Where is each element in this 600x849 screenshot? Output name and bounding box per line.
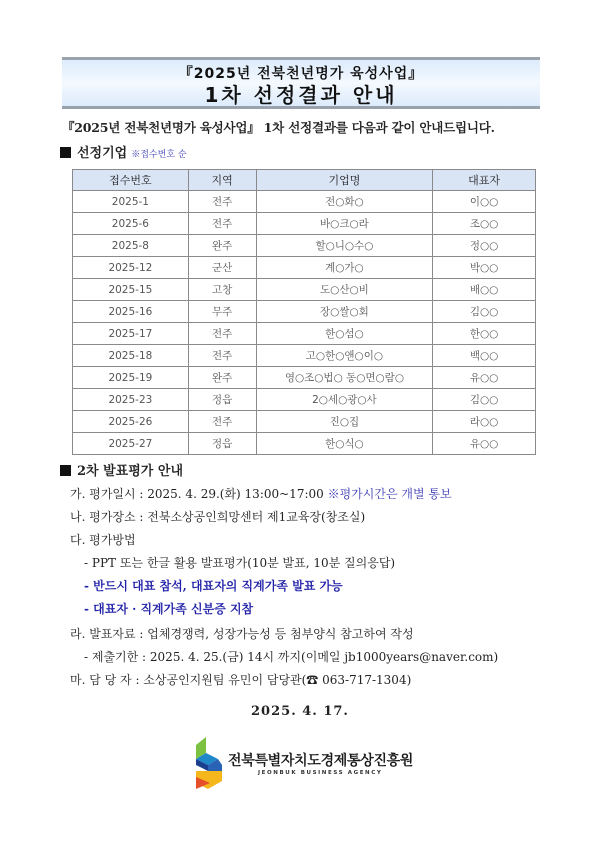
eval-date bbox=[70, 485, 452, 502]
title-line-2: 1차 선정결과 안내 bbox=[204, 83, 398, 107]
cell-ceo: 김○○ bbox=[433, 301, 536, 323]
cell-receipt-no: 2025-23 bbox=[73, 389, 189, 411]
cell-receipt-no: 2025-18 bbox=[73, 345, 189, 367]
cell-region: 전주 bbox=[188, 213, 256, 235]
title-band bbox=[62, 57, 540, 109]
agency-logo-mark-icon bbox=[196, 737, 222, 789]
eval-contact: 마. 담 당 자 : 소상공인지원팀 유민이 담당관(☎ 063-717-1304) bbox=[70, 673, 412, 687]
cell-ceo: 박○○ bbox=[433, 257, 536, 279]
cell-receipt-no: 2025-19 bbox=[73, 367, 189, 389]
cell-region: 전주 bbox=[188, 191, 256, 213]
eval-date-text: 가. 평가일시 : 2025. 4. 29.(화) 13:00~17:00 bbox=[70, 487, 324, 501]
table-row bbox=[73, 257, 536, 279]
cell-receipt-no: 2025-17 bbox=[73, 323, 189, 345]
cell-region: 전주 bbox=[188, 411, 256, 433]
eval-material: 라. 발표자료 : 업체경쟁력, 성장가능성 등 첨부양식 참고하여 작성 bbox=[70, 627, 414, 641]
cell-ceo: 백○○ bbox=[433, 345, 536, 367]
square-bullet-icon bbox=[60, 465, 71, 476]
section-title: 선정기업 bbox=[77, 146, 128, 161]
cell-receipt-no: 2025-8 bbox=[73, 235, 189, 257]
eval-method: 다. 평가방법 bbox=[70, 533, 136, 547]
section-heading-selected bbox=[60, 142, 187, 161]
eval-date-note: ※평가시간은 개별 통보 bbox=[327, 487, 452, 501]
cell-receipt-no: 2025-12 bbox=[73, 257, 189, 279]
cell-region: 전주 bbox=[188, 345, 256, 367]
agency-name-en: JEONBUK BUSINESS AGENCY bbox=[258, 770, 383, 776]
cell-company: 진○집 bbox=[256, 411, 433, 433]
table-row bbox=[73, 323, 536, 345]
cell-ceo: 유○○ bbox=[433, 433, 536, 455]
table-row bbox=[73, 191, 536, 213]
cell-ceo: 배○○ bbox=[433, 279, 536, 301]
cell-company: 전○화○ bbox=[256, 191, 433, 213]
eval-method-3: - 대표자 · 직계가족 신분증 지참 bbox=[84, 602, 254, 616]
cell-company: 2○세○광○사 bbox=[256, 389, 433, 411]
header-ceo: 대표자 bbox=[433, 170, 536, 191]
header-company: 기업명 bbox=[256, 170, 433, 191]
issue-date: 2025. 4. 17. bbox=[251, 704, 349, 719]
cell-ceo: 이○○ bbox=[433, 191, 536, 213]
cell-company: 계○가○ bbox=[256, 257, 433, 279]
table-row bbox=[73, 213, 536, 235]
cell-receipt-no: 2025-1 bbox=[73, 191, 189, 213]
table-row bbox=[73, 433, 536, 455]
table-row bbox=[73, 345, 536, 367]
header-receipt-no: 접수번호 bbox=[73, 170, 189, 191]
table-row bbox=[73, 235, 536, 257]
title-line-1: 『2025년 전북천년명가 육성사업』 bbox=[178, 66, 424, 82]
cell-company: 도○산○비 bbox=[256, 279, 433, 301]
cell-receipt-no: 2025-16 bbox=[73, 301, 189, 323]
table-header-row bbox=[73, 170, 536, 191]
table-row bbox=[73, 367, 536, 389]
eval-place: 나. 평가장소 : 전북소상공인희망센터 제1교육장(창조실) bbox=[70, 510, 366, 524]
eval-method-1: - PPT 또는 한글 활용 발표평가(10분 발표, 10분 질의응답) bbox=[84, 556, 396, 570]
intro-text: 『2025년 전북천년명가 육성사업』 1차 선정결과를 다음과 같이 안내드립니다. bbox=[62, 120, 495, 135]
cell-ceo: 라○○ bbox=[433, 411, 536, 433]
eval-deadline: - 제출기한 : 2025. 4. 25.(금) 14시 까지(이메일 jb1000years@naver.com) bbox=[84, 650, 499, 664]
cell-receipt-no: 2025-26 bbox=[73, 411, 189, 433]
cell-company: 영○조○법○ 동○면○람○ bbox=[256, 367, 433, 389]
cell-ceo: 정○○ bbox=[433, 235, 536, 257]
selected-companies-table bbox=[72, 169, 536, 455]
cell-region: 정읍 bbox=[188, 433, 256, 455]
agency-name: 전북특별자치도경제통상진흥원 bbox=[228, 753, 414, 769]
table-row bbox=[73, 301, 536, 323]
table-row bbox=[73, 411, 536, 433]
cell-region: 고창 bbox=[188, 279, 256, 301]
cell-company: 한○식○ bbox=[256, 433, 433, 455]
section-title: 2차 발표평가 안내 bbox=[77, 464, 184, 479]
cell-company: 한○섬○ bbox=[256, 323, 433, 345]
table-row bbox=[73, 279, 536, 301]
cell-region: 완주 bbox=[188, 235, 256, 257]
cell-ceo: 한○○ bbox=[433, 323, 536, 345]
header-region: 지역 bbox=[188, 170, 256, 191]
square-bullet-icon bbox=[60, 147, 71, 158]
cell-company: 고○한○앤○이○ bbox=[256, 345, 433, 367]
cell-ceo: 유○○ bbox=[433, 367, 536, 389]
cell-region: 군산 bbox=[188, 257, 256, 279]
section-note: ※접수번호 순 bbox=[131, 150, 187, 160]
cell-region: 완주 bbox=[188, 367, 256, 389]
cell-region: 전주 bbox=[188, 323, 256, 345]
agency-logo bbox=[196, 737, 446, 792]
cell-company: 장○쌀○회 bbox=[256, 301, 433, 323]
cell-receipt-no: 2025-15 bbox=[73, 279, 189, 301]
table-row bbox=[73, 389, 536, 411]
section-heading-evaluation bbox=[60, 460, 183, 479]
cell-company: 바○크○라 bbox=[256, 213, 433, 235]
cell-ceo: 조○○ bbox=[433, 213, 536, 235]
cell-region: 정읍 bbox=[188, 389, 256, 411]
cell-company: 할○니○수○ bbox=[256, 235, 433, 257]
eval-method-2: - 반드시 대표 참석, 대표자의 직계가족 발표 가능 bbox=[84, 579, 343, 593]
cell-receipt-no: 2025-6 bbox=[73, 213, 189, 235]
cell-region: 무주 bbox=[188, 301, 256, 323]
cell-receipt-no: 2025-27 bbox=[73, 433, 189, 455]
cell-ceo: 김○○ bbox=[433, 389, 536, 411]
